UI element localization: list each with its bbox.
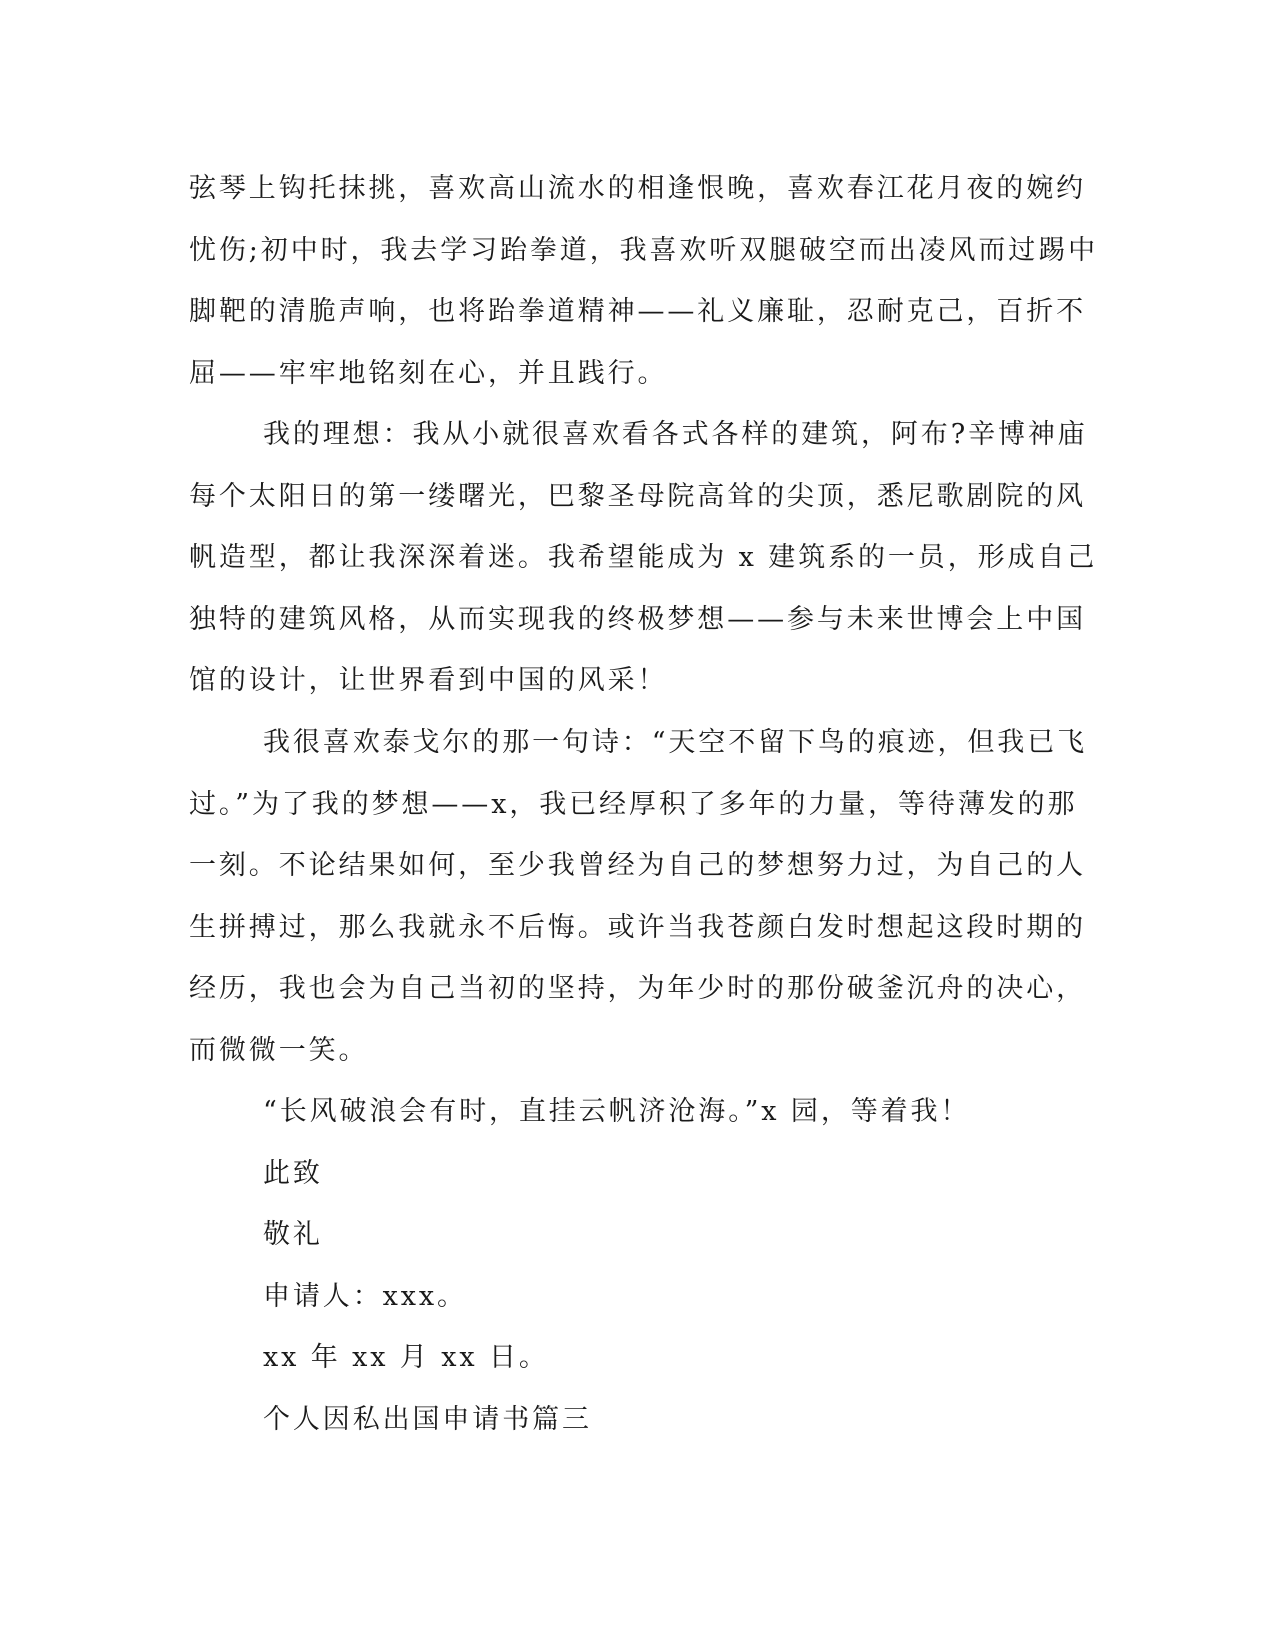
quote-line: “长风破浪会有时，直挂云帆济沧海。”x 园，等着我！ bbox=[263, 1096, 971, 1127]
paragraph-line: 忧伤;初中时，我去学习跆拳道，我喜欢听双腿破空而出凌风而过踢中 bbox=[189, 234, 1098, 266]
paragraph-line: 我的理想：我从小就很喜欢看各式各样的建筑，阿布?辛博神庙 bbox=[263, 419, 1088, 450]
paragraph-line: 生拼搏过，那么我就永不后悔。或许当我苍颜白发时想起这段时期的 bbox=[189, 911, 1086, 943]
paragraph-line: 过。”为了我的梦想——x，我已经厚积了多年的力量，等待薄发的那 bbox=[189, 788, 1078, 820]
paragraph-2 bbox=[189, 404, 1098, 712]
paragraph-line: 独特的建筑风格，从而实现我的终极梦想——参与未来世博会上中国 bbox=[189, 603, 1086, 635]
paragraph-1 bbox=[189, 158, 1098, 404]
closing-regards: 敬礼 bbox=[263, 1219, 323, 1250]
closing-section bbox=[189, 1081, 1069, 1450]
applicant-line: 申请人：xxx。 bbox=[263, 1280, 467, 1312]
paragraph-line: 而微微一笑。 bbox=[189, 1034, 369, 1066]
next-section-heading: 个人因私出国申请书篇三 bbox=[263, 1403, 592, 1435]
paragraph-line: 脚靶的清脆声响，也将跆拳道精神——礼义廉耻，忍耐克己，百折不 bbox=[189, 296, 1086, 327]
paragraph-line: 馆的设计，让世界看到中国的风采！ bbox=[189, 665, 668, 696]
paragraph-line: 我很喜欢泰戈尔的那一句诗：“天空不留下鸟的痕迹，但我已飞 bbox=[263, 727, 1088, 758]
paragraph-line: 一刻。不论结果如何，至少我曾经为自己的梦想努力过，为自己的人 bbox=[189, 850, 1086, 881]
paragraph-line: 经历，我也会为自己当初的坚持，为年少时的那份破釜沉舟的决心， bbox=[189, 973, 1086, 1004]
date-line: xx 年 xx 月 xx 日。 bbox=[263, 1342, 549, 1373]
paragraph-3 bbox=[189, 712, 1088, 1081]
paragraph-line: 弦琴上钩托抹挑，喜欢高山流水的相逢恨晚，喜欢春江花月夜的婉约 bbox=[189, 173, 1086, 204]
closing-salutation: 此致 bbox=[263, 1157, 323, 1189]
paragraph-line: 帆造型，都让我深深着迷。我希望能成为 x 建筑系的一员，形成自己 bbox=[189, 542, 1098, 573]
paragraph-line: 屈——牢牢地铭刻在心，并且践行。 bbox=[189, 357, 668, 389]
paragraph-line: 每个太阳日的第一缕曙光，巴黎圣母院高耸的尖顶，悉尼歌剧院的风 bbox=[189, 480, 1086, 512]
